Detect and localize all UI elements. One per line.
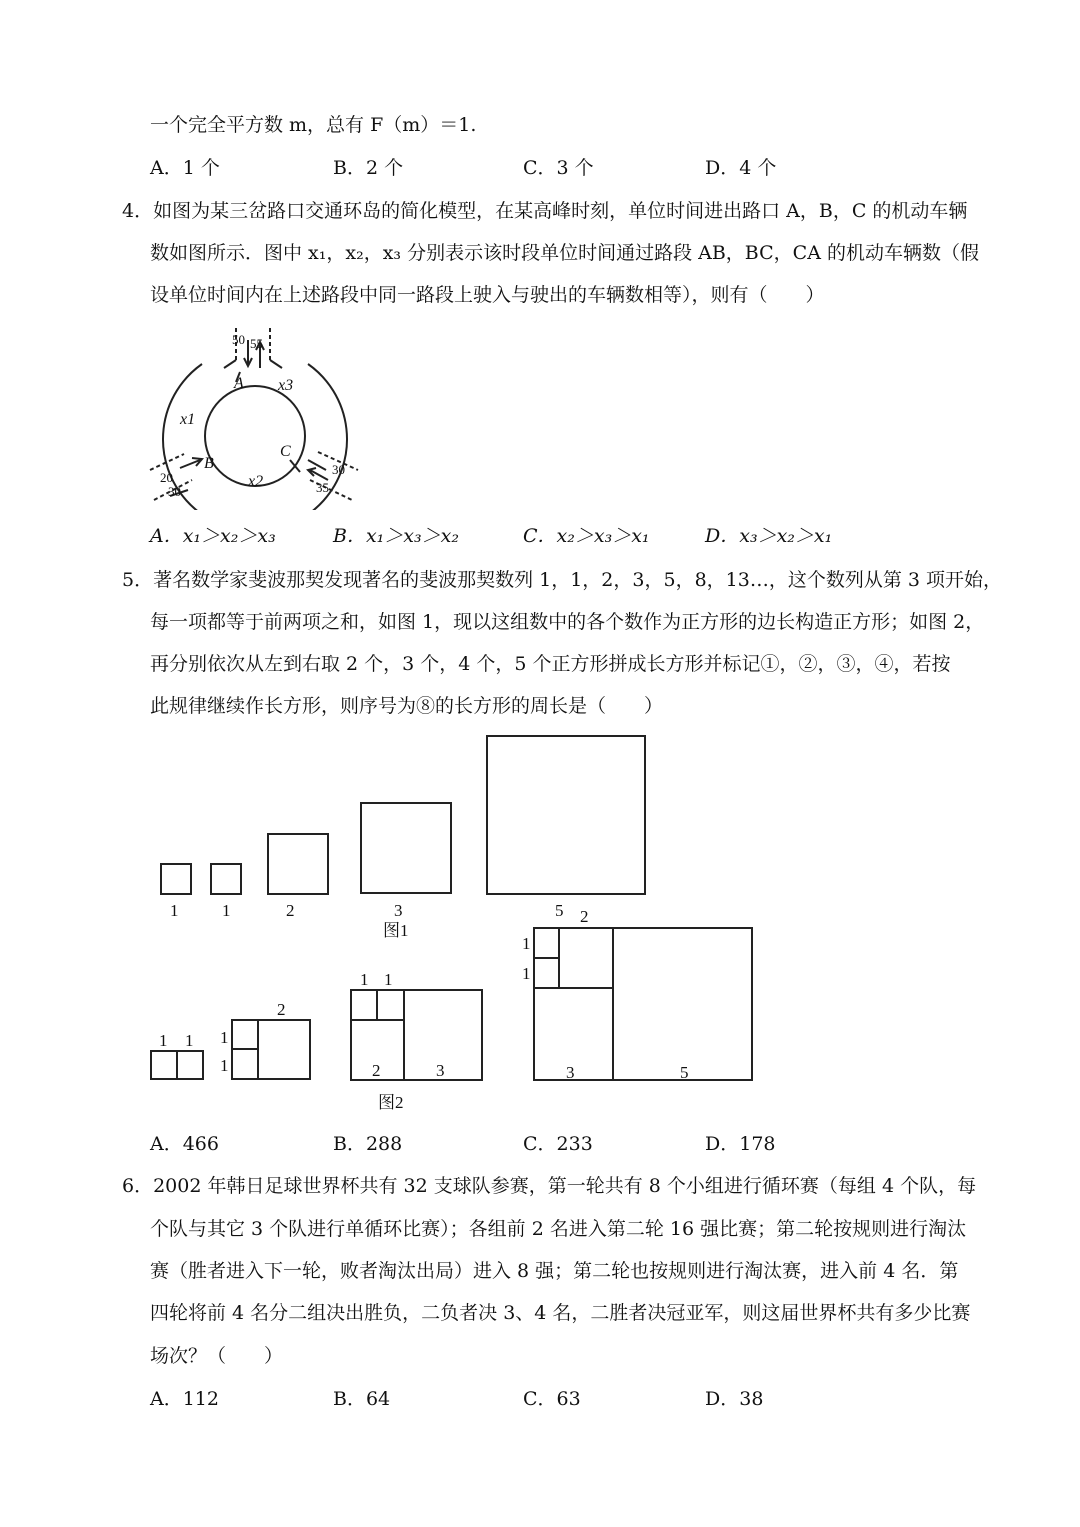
rect-4-label-e: 5 — [680, 1063, 689, 1082]
rect-3-label-b: 1 — [384, 970, 393, 989]
square-5-label: 5 — [555, 901, 564, 920]
rect-2-label-a: 1 — [220, 1028, 229, 1047]
q4-option-c[interactable]: C．x₂＞x₃＞x₁ — [523, 525, 650, 547]
q6-option-b[interactable]: B．64 — [333, 1388, 391, 1410]
rect-1-label-b: 1 — [185, 1031, 194, 1050]
q4-option-a[interactable]: A．x₁＞x₂＞x₃ — [150, 525, 276, 547]
q6-line-2: 个队与其它 3 个队进行单循环比赛）；各组前 2 名进入第二轮 16 强比赛；第二轮按规则进行淘汰 — [150, 1218, 967, 1240]
q6-line-1: 6．2002 年韩日足球世界杯共有 32 支球队参赛，第一轮共有 8 个小组进行循环赛（每组 4 个队，每 — [122, 1175, 977, 1197]
square-2 — [268, 834, 328, 894]
rect-3-label-d: 3 — [436, 1061, 445, 1080]
rect-3-label-a: 1 — [360, 970, 369, 989]
rect-4-label-b: 1 — [522, 964, 531, 983]
square-1b-label: 1 — [222, 901, 231, 920]
rect-1-label-a: 1 — [159, 1031, 168, 1050]
square-2-label: 2 — [286, 901, 295, 920]
q3-option-d[interactable]: D．4 个 — [705, 157, 777, 179]
square-3 — [361, 803, 451, 893]
right-in-label: 30 — [332, 462, 345, 477]
segment-x2-label: x2 — [248, 473, 264, 490]
right-out-label: 35 — [316, 480, 329, 495]
rect-3-label-c: 2 — [372, 1061, 381, 1080]
rect-4-label-c: 2 — [580, 907, 589, 926]
square-1a — [161, 864, 191, 894]
left-in-label: 20 — [160, 470, 173, 485]
q5-option-c[interactable]: C．233 — [523, 1133, 593, 1155]
q5-line-1: 5．著名数学家斐波那契发现著名的斐波那契数列 1，1，2，3，5，8，13…，这个数列从第 3 项开始， — [122, 569, 1003, 591]
q6-line-3: 赛（胜者进入下一轮，败者淘汰出局）进入 8 强；第二轮也按规则进行淘汰赛，进入前 4 名．第 — [150, 1260, 959, 1282]
segment-x3-label: x3 — [278, 377, 294, 394]
left-out-label: 30 — [168, 484, 181, 499]
q4-line-1: 4．如图为某三岔路口交通环岛的简化模型，在某高峰时刻，单位时间进出路口 A，B，C 的机动车辆 — [122, 200, 968, 222]
square-1b — [211, 864, 241, 894]
node-c-label: C — [280, 443, 291, 460]
segment-x1-label: x1 — [180, 411, 196, 428]
q5-option-b[interactable]: B．288 — [333, 1133, 403, 1155]
figure-1-caption: 图1 — [383, 921, 409, 940]
q3-tail-text: 一个完全平方数 m，总有 F（m）＝1. — [150, 114, 477, 136]
q5-option-d[interactable]: D．178 — [705, 1133, 776, 1155]
rect-2-label-c: 2 — [277, 1000, 286, 1019]
q5-line-4: 此规律继续作长方形，则序号为⑧的长方形的周长是（ ） — [150, 695, 664, 717]
figure-2-caption: 图2 — [378, 1093, 404, 1112]
square-3-label: 3 — [394, 901, 403, 920]
top-out-label: 55 — [250, 336, 263, 351]
q6-line-5: 场次？（ ） — [150, 1345, 284, 1367]
q4-option-b[interactable]: B．x₁＞x₃＞x₂ — [333, 525, 459, 547]
q6-option-d[interactable]: D．38 — [705, 1388, 764, 1410]
rect-4-label-d: 3 — [566, 1063, 575, 1082]
q5-line-2: 每一项都等于前两项之和，如图 1，现以这组数中的各个数作为正方形的边长构造正方形；如图 2， — [150, 611, 985, 633]
q5-option-a[interactable]: A．466 — [150, 1133, 219, 1155]
rect-2-label-b: 1 — [220, 1056, 229, 1075]
square-1a-label: 1 — [170, 901, 179, 920]
q3-option-c[interactable]: C．3 个 — [523, 157, 594, 179]
rect-4 — [534, 928, 752, 1080]
rect-4-label-a: 1 — [522, 934, 531, 953]
q6-option-c[interactable]: C．63 — [523, 1388, 581, 1410]
q3-option-b[interactable]: B．2 个 — [333, 157, 404, 179]
q4-line-3: 设单位时间内在上述路段中同一路段上驶入与驶出的车辆数相等），则有（ ） — [150, 284, 825, 306]
q5-line-3: 再分别依次从左到右取 2 个，3 个，4 个，5 个正方形拼成长方形并标记①，②，③，④，若按 — [150, 653, 951, 675]
q4-option-d[interactable]: D．x₃＞x₂＞x₁ — [705, 525, 833, 547]
q6-line-4: 四轮将前 4 名分二组决出胜负，二负者决 3、4 名，二胜者决冠亚军，则这届世界杯共有多少比赛 — [150, 1302, 971, 1324]
q4-line-2: 数如图所示．图中 x₁，x₂，x₃ 分别表示该时段单位时间通过路段 AB，BC，CA 的机动车辆数（假 — [150, 242, 979, 264]
q6-option-a[interactable]: A．112 — [150, 1388, 219, 1410]
fibonacci-figure — [140, 728, 770, 1120]
node-b-label: B — [204, 455, 214, 472]
node-a-label: A — [234, 375, 244, 392]
roundabout-inner-ring — [205, 386, 305, 486]
rect-3 — [351, 990, 482, 1080]
square-5 — [487, 736, 645, 894]
top-in-label: 50 — [232, 332, 245, 347]
q3-option-a[interactable]: A．1 个 — [150, 157, 220, 179]
roundabout-figure — [140, 320, 370, 510]
